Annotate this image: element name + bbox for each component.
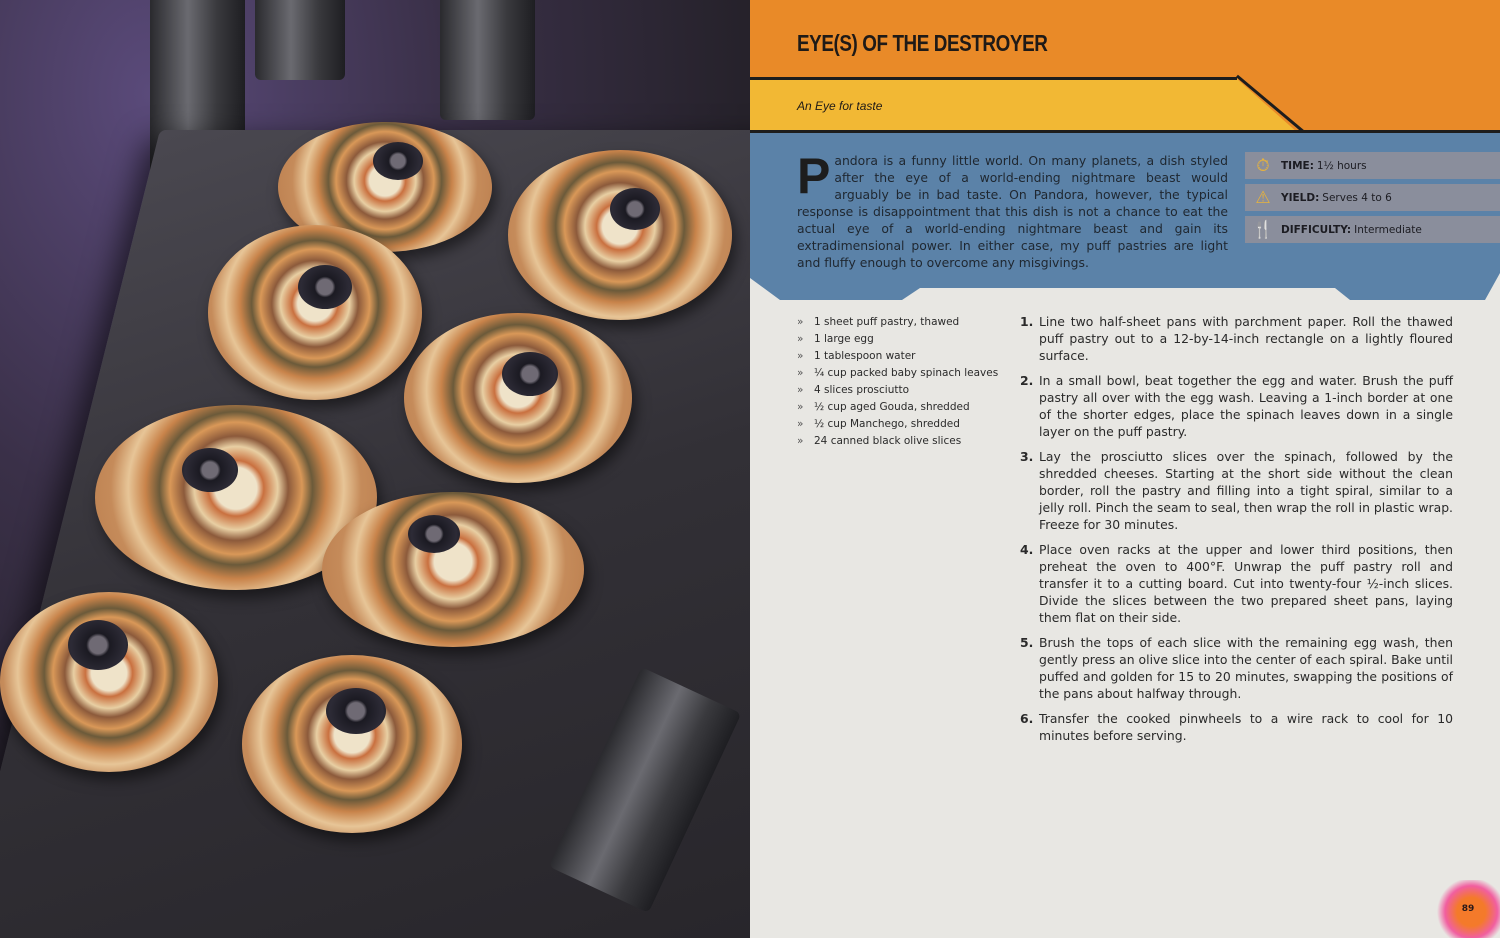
- olive-slice: [502, 352, 558, 396]
- ingredient-item: [797, 348, 998, 365]
- divider: [750, 77, 1237, 80]
- bullet-icon: »: [797, 435, 804, 447]
- intro-text: andora is a funny little world. On many planets, a dish styled after the eye of a world-ending nightmare beast would arguably be in bad taste. On Pandora, however, the typical response is disappointment that this dish is not a chance to eat the actual eye of a world-ending nightmare beast and gain its extradimensional power. In either case, my puff pastries are light and fluffy enough to overcome any misgivings.: [797, 153, 1228, 270]
- info-value: Serves 4 to 6: [1322, 191, 1392, 204]
- step-item: [1020, 541, 1453, 626]
- pastry-pinwheel: [208, 225, 422, 400]
- warning-triangle-icon: ⚠: [1255, 187, 1271, 208]
- info-time: [1245, 152, 1500, 179]
- ingredient-text: ½ cup aged Gouda, shredded: [814, 401, 970, 413]
- step-number: 5.: [1020, 635, 1034, 650]
- step-number: 1.: [1020, 314, 1034, 329]
- olive-slice: [68, 620, 128, 670]
- ingredient-item: [797, 433, 998, 450]
- ingredient-text: 4 slices prosciutto: [814, 384, 910, 396]
- stopwatch-icon: ⏱: [1256, 155, 1270, 176]
- bullet-icon: »: [797, 316, 804, 328]
- step-number: 6.: [1020, 711, 1034, 726]
- step-item: [1020, 372, 1453, 440]
- info-yield: [1245, 184, 1500, 211]
- info-difficulty: [1245, 216, 1500, 243]
- pastry-pinwheel: [242, 655, 462, 833]
- step-number: 4.: [1020, 542, 1034, 557]
- ingredients-list: [797, 314, 998, 450]
- info-value: Intermediate: [1354, 223, 1422, 236]
- pastry-pinwheel: [0, 592, 218, 772]
- fork-spoon-icon: 🍴: [1252, 219, 1274, 240]
- recipe-info: [1245, 152, 1500, 248]
- divider: [750, 130, 1500, 133]
- info-label: YIELD:: [1281, 191, 1320, 204]
- step-item: [1020, 710, 1453, 744]
- step-text: In a small bowl, beat together the egg and water. Brush the puff pastry all over with the egg wash. Leaving a 1-inch border at one of the shorter edges, place the spinach leaves down in a single layer on the puff pastry.: [1039, 373, 1453, 439]
- olive-slice: [408, 515, 460, 553]
- ingredient-text: ½ cup Manchego, shredded: [814, 418, 960, 430]
- olive-slice: [610, 188, 660, 230]
- ingredient-item: [797, 416, 998, 433]
- bullet-icon: »: [797, 367, 804, 379]
- drop-cap: P: [797, 148, 831, 204]
- ingredient-item: [797, 365, 998, 382]
- step-text: Place oven racks at the upper and lower third positions, then preheat the oven to 400°F. Unwrap the puff pastry roll and transfer it to a cutting board. Cut into twenty-four ½-inch slices. Divide the slices between the two prepared sheet pans, laying them flat on their side.: [1039, 542, 1453, 625]
- info-value: 1½ hours: [1316, 159, 1367, 172]
- step-text: Transfer the cooked pinwheels to a wire rack to cool for 10 minutes before serving.: [1039, 711, 1453, 743]
- intro-paragraph: [797, 148, 1228, 271]
- bullet-icon: »: [797, 333, 804, 345]
- metal-cylinder: [440, 0, 535, 120]
- step-item: [1020, 313, 1453, 364]
- step-text: Brush the tops of each slice with the remaining egg wash, then gently press an olive slice into the center of each spiral. Bake until puffed and golden for 15 to 20 minutes, swapping the positions of the pans about halfway through.: [1039, 635, 1453, 701]
- step-number: 3.: [1020, 449, 1034, 464]
- olive-slice: [182, 448, 238, 492]
- info-label: DIFFICULTY:: [1281, 223, 1352, 236]
- ingredient-item: [797, 399, 998, 416]
- recipe-title: EYE(S) OF THE DESTROYER: [797, 30, 1048, 56]
- step-text: Line two half-sheet pans with parchment paper. Roll the thawed puff pastry out to a 12-by-14-inch rectangle on a lightly floured surface.: [1039, 314, 1453, 363]
- pastry-pinwheel: [508, 150, 732, 320]
- ingredient-item: [797, 382, 998, 399]
- ingredient-item: [797, 314, 998, 331]
- ingredient-text: ¼ cup packed baby spinach leaves: [814, 367, 999, 379]
- pastry-pinwheel: [322, 492, 584, 647]
- step-text: Lay the prosciutto slices over the spinach, followed by the shredded cheeses. Starting at the short side without the clean border, roll the pastry and filling into a tight spiral, similar to a jelly roll. Pinch the seam to seal, then wrap the roll in plastic wrap. Freeze for 30 minutes.: [1039, 449, 1453, 532]
- ingredient-text: 1 large egg: [814, 333, 874, 345]
- page-number: 89: [1436, 880, 1500, 938]
- step-item: [1020, 634, 1453, 702]
- ingredient-text: 1 sheet puff pastry, thawed: [814, 316, 960, 328]
- step-item: [1020, 448, 1453, 533]
- pastry-pinwheel: [404, 313, 632, 483]
- step-number: 2.: [1020, 373, 1034, 388]
- ingredient-item: [797, 331, 998, 348]
- bullet-icon: »: [797, 401, 804, 413]
- olive-slice: [326, 688, 386, 734]
- olive-slice: [298, 265, 352, 309]
- recipe-subtitle: An Eye for taste: [797, 99, 883, 113]
- bullet-icon: »: [797, 384, 804, 396]
- olive-slice: [373, 142, 423, 180]
- info-label: TIME:: [1281, 159, 1314, 172]
- bullet-icon: »: [797, 350, 804, 362]
- bullet-icon: »: [797, 418, 804, 430]
- ingredient-text: 1 tablespoon water: [814, 350, 916, 362]
- metal-cylinder: [255, 0, 345, 80]
- steps-list: [1020, 313, 1453, 752]
- ingredient-text: 24 canned black olive slices: [814, 435, 962, 447]
